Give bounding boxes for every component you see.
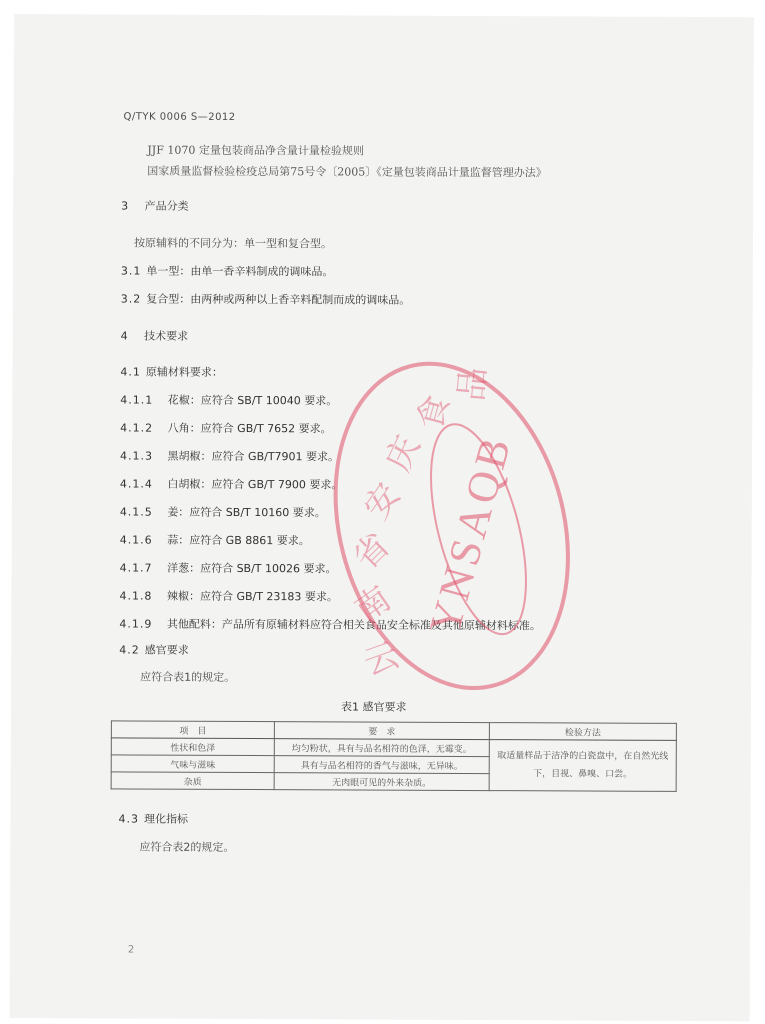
clause-number: 3.2 bbox=[120, 292, 142, 306]
clause-text: 姜：应符合 SB/T 10160 要求。 bbox=[167, 505, 326, 520]
document-page bbox=[10, 14, 754, 1021]
clause-text: 辣椒：应符合 GB/T 23183 要求。 bbox=[166, 589, 338, 604]
table-cell: 杂质 bbox=[111, 772, 274, 790]
svg-text:食: 食 bbox=[410, 390, 458, 435]
clause-text: 黑胡椒：应符合 GB/T7901 要求。 bbox=[167, 449, 340, 464]
table-cell: 气味与滋味 bbox=[111, 755, 274, 773]
clause-number: 4.1 bbox=[120, 365, 141, 379]
table-cell: 具有与品名相符的香气与滋味，无异味。 bbox=[274, 756, 489, 774]
clause bbox=[121, 290, 411, 307]
seal-code-text: YNSAQB bbox=[419, 429, 522, 640]
svg-text:庆: 庆 bbox=[377, 429, 429, 478]
company-seal bbox=[321, 345, 583, 706]
clause-text: 理化指标 bbox=[143, 812, 189, 826]
standard-code-header: Q/TYK 0006 S—2012 bbox=[123, 111, 236, 123]
section-heading bbox=[121, 327, 189, 343]
clause-number: 4.1.1 bbox=[120, 393, 154, 407]
clause-text: 蒜：应符合 GB 8861 要求。 bbox=[167, 533, 310, 548]
table-caption: 表1 感官要求 bbox=[340, 700, 407, 714]
clause bbox=[120, 531, 310, 548]
section-title: 技术要求 bbox=[144, 329, 189, 343]
clause-text: 感官要求 bbox=[144, 643, 189, 657]
clause-text: 洋葱：应符合 SB/T 10026 要求。 bbox=[167, 561, 337, 576]
clause-text: 花椒：应符合 SB/T 10040 要求。 bbox=[167, 393, 338, 408]
reference-line: JJF 1070 定量包装商品净含量计量检验规则 bbox=[147, 143, 364, 158]
clause-text: 八角：应符合 GB/T 7652 要求。 bbox=[167, 421, 332, 436]
clause-number: 4.3 bbox=[118, 812, 140, 826]
section-title: 产品分类 bbox=[144, 199, 189, 213]
section-heading bbox=[121, 197, 189, 213]
clause bbox=[121, 262, 334, 279]
clause bbox=[120, 503, 326, 520]
clause bbox=[120, 391, 337, 408]
clause bbox=[120, 559, 337, 576]
paragraph: 按原辅料的不同分为：单一型和复合型。 bbox=[133, 236, 333, 251]
paragraph: 应符合表2的规定。 bbox=[139, 840, 235, 854]
clause-number: 4.1.3 bbox=[120, 449, 154, 463]
table-cell: 性状和色泽 bbox=[111, 738, 274, 756]
clause bbox=[120, 363, 223, 379]
clause bbox=[120, 475, 343, 492]
column-header: 检验方法 bbox=[489, 723, 676, 741]
clause bbox=[120, 447, 339, 464]
paragraph: 应符合表1的规定。 bbox=[140, 670, 236, 684]
clause bbox=[119, 641, 189, 657]
table-cell: 取适量样品于洁净的白瓷盘中，在自然光线下，目视、鼻嗅、口尝。 bbox=[489, 740, 676, 792]
clause-text: 单一型：由单一香辛料制成的调味品。 bbox=[146, 264, 334, 279]
clause-text: 其他配料：产品所有原辅材料应符合相关食品安全标准及其他原辅材料标准。 bbox=[166, 617, 541, 633]
clause bbox=[119, 615, 541, 633]
svg-text:云: 云 bbox=[358, 634, 405, 685]
clause-number: 4.2 bbox=[119, 643, 140, 657]
clause-number: 4.1.9 bbox=[119, 617, 153, 631]
clause bbox=[118, 810, 188, 826]
clause-text: 白胡椒：应符合 GB/T 7900 要求。 bbox=[167, 477, 343, 492]
table-cell: 无肉眼可见的外来杂质。 bbox=[274, 773, 489, 791]
clause-number: 3.1 bbox=[120, 264, 142, 278]
clause-number: 4.1.2 bbox=[120, 421, 154, 435]
clause bbox=[120, 419, 332, 436]
page-number: 2 bbox=[127, 944, 135, 956]
section-number: 4 bbox=[120, 329, 128, 343]
clause-number: 4.1.4 bbox=[119, 477, 153, 491]
table-cell: 均匀粉状，具有与品名相符的色泽，无霉变。 bbox=[274, 739, 489, 757]
reference-line: 国家质量监督检验检疫总局第75号令〔2005〕《定量包装商品计量监督管理办法》 bbox=[147, 164, 547, 180]
clause-number: 4.1.5 bbox=[119, 505, 153, 519]
clause-number: 4.1.8 bbox=[119, 589, 153, 603]
column-header: 项 目 bbox=[111, 721, 274, 739]
clause-number: 4.1.7 bbox=[119, 561, 153, 575]
clause bbox=[119, 587, 338, 604]
svg-text:安: 安 bbox=[356, 475, 409, 527]
clause-text: 复合型：由两种或两种以上香辛料配制而成的调味品。 bbox=[146, 292, 411, 307]
svg-text:品: 品 bbox=[451, 365, 495, 403]
section-number: 3 bbox=[121, 199, 129, 213]
svg-text:南: 南 bbox=[347, 578, 399, 631]
sensory-table bbox=[111, 720, 677, 791]
svg-text:省: 省 bbox=[345, 525, 399, 578]
clause-text: 原辅材料要求： bbox=[145, 365, 223, 379]
clause-number: 4.1.6 bbox=[119, 533, 153, 547]
column-header: 要 求 bbox=[274, 722, 489, 740]
